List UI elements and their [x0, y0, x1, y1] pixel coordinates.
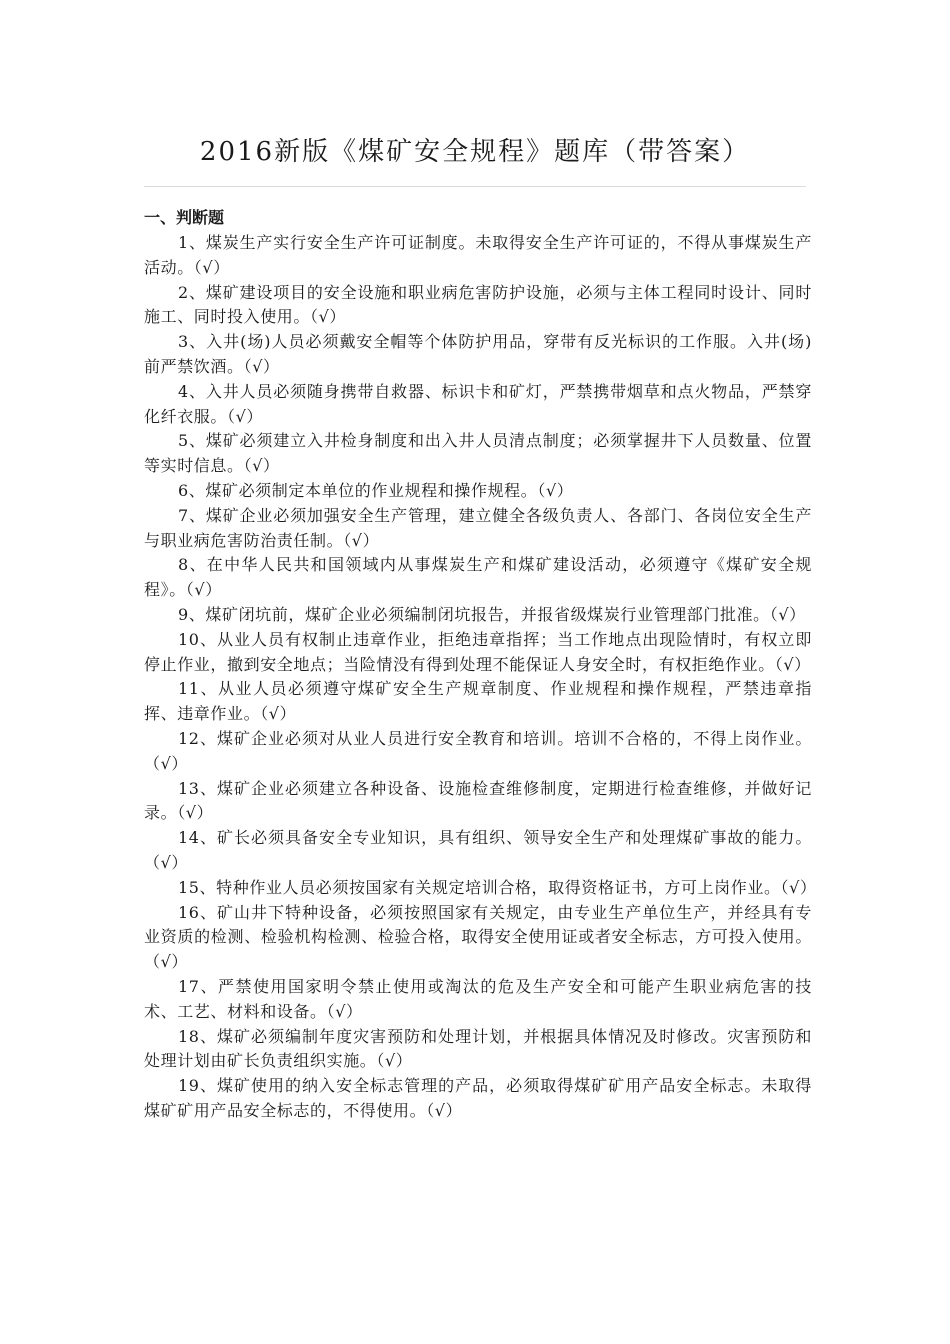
question-item: 2、煤矿建设项目的安全设施和职业病危害防护设施，必须与主体工程同时设计、同时施工、同时投入使用。（√）: [144, 282, 812, 327]
question-item: 10、从业人员有权制止违章作业，拒绝违章指挥；当工作地点出现险情时，有权立即停止作业，撤到安全地点；当险情没有得到处理不能保证人身安全时，有权拒绝作业。（√）: [144, 629, 812, 674]
question-item: 15、特种作业人员必须按国家有关规定培训合格，取得资格证书，方可上岗作业。（√）: [178, 877, 817, 897]
question-item: 16、矿山井下特种设备，必须按照国家有关规定，由专业生产单位生产，并经具有专业资质的检测、检验机构检测、检验合格，取得安全使用证或者安全标志，方可投入使用。（√）: [144, 902, 812, 972]
question-list: [144, 231, 817, 1124]
question-item: 5、煤矿必须建立入井检身制度和出入井人员清点制度；必须掌握井下人员数量、位置等实时信息。（√）: [144, 431, 812, 476]
title-divider: [144, 186, 806, 187]
question-item: 11、从业人员必须遵守煤矿安全生产规章制度、作业规程和操作规程，严禁违章指挥、违章作业。（√）: [144, 679, 812, 724]
document-title: 2016新版《煤矿安全规程》题库（带答案）: [199, 137, 751, 167]
question-item: 13、煤矿企业必须建立各种设备、设施检查维修制度，定期进行检查维修，并做好记录。（√）: [144, 778, 812, 823]
question-item: 7、煤矿企业必须加强安全生产管理，建立健全各级负责人、各部门、各岗位安全生产与职业病危害防治责任制。（√）: [144, 505, 812, 550]
question-item: 3、入井(场)人员必须戴安全帽等个体防护用品，穿带有反光标识的工作服。入井(场)前严禁饮酒。（√）: [144, 332, 812, 376]
question-item: 9、煤矿闭坑前，煤矿企业必须编制闭坑报告，并报省级煤炭行业管理部门批准。（√）: [178, 604, 806, 624]
question-item: 6、煤矿必须制定本单位的作业规程和操作规程。（√）: [178, 480, 574, 500]
question-item: 1、煤炭生产实行安全生产许可证制度。未取得安全生产许可证的，不得从事煤炭生产活动。（√）: [144, 233, 812, 277]
question-item: 18、煤矿必须编制年度灾害预防和处理计划，并根据具体情况及时修改。灾害预防和处理计划由矿长负责组织实施。（√）: [144, 1026, 812, 1071]
question-item: 17、严禁使用国家明令禁止使用或淘汰的危及生产安全和可能产生职业病危害的技术、工艺、材料和设备。（√）: [144, 976, 812, 1021]
question-item: 14、矿长必须具备安全专业知识，具有组织、领导安全生产和处理煤矿事故的能力。（√）: [144, 828, 812, 872]
question-item: 4、入井人员必须随身携带自救器、标识卡和矿灯，严禁携带烟草和点火物品，严禁穿化纤衣服。（√）: [144, 381, 812, 426]
question-item: 8、在中华人民共和国领域内从事煤炭生产和煤矿建设活动，必须遵守《煤矿安全规程》。（√）: [144, 555, 812, 600]
question-item: 19、煤矿使用的纳入安全标志管理的产品，必须取得煤矿矿用产品安全标志。未取得煤矿矿用产品安全标志的，不得使用。（√）: [144, 1076, 812, 1120]
question-item: 12、煤矿企业必须对从业人员进行安全教育和培训。培训不合格的，不得上岗作业。（√）: [144, 728, 812, 773]
section-heading: 一、判断题: [144, 208, 225, 227]
